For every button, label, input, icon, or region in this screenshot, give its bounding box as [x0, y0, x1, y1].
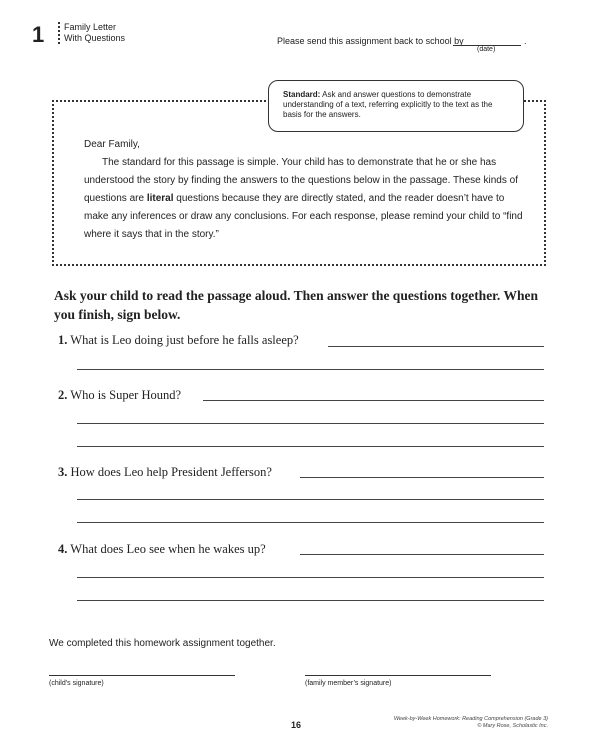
family-signature-field[interactable]: [305, 675, 491, 676]
credit-line-1: Week-by-Week Homework: Reading Comprehension (Grade 3): [393, 716, 548, 722]
question-text: Who is Super Hound?: [70, 388, 182, 402]
question-text: How does Leo help President Jefferson?: [70, 465, 272, 479]
question-3: [58, 465, 272, 480]
answer-line[interactable]: [300, 477, 544, 478]
child-signature-field[interactable]: [49, 675, 235, 676]
question-number: 1.: [58, 333, 68, 347]
answer-line[interactable]: [77, 369, 544, 370]
question-number: 3.: [58, 465, 68, 479]
letter-text-before: The standard for this passage is simple. Your child has to demonstrate that he or she has understood the story by finding the answers to the questions below in the passage. These kinds of questions are: [84, 157, 518, 204]
question-text: What is Leo doing just before he falls asleep?: [70, 333, 299, 347]
credit-line-2: © Mary Rose, Scholastic Inc.: [477, 723, 548, 729]
lesson-title: [64, 22, 125, 44]
answer-line[interactable]: [77, 600, 544, 601]
answer-line[interactable]: [77, 522, 544, 523]
standard-text: Ask and answer questions to demonstrate understanding of a text, referring explicitly to the text as the basis for the answers.: [283, 90, 493, 119]
date-period: .: [524, 36, 527, 46]
child-signature-label: (child’s signature): [49, 680, 104, 687]
send-back-text: Please send this assignment back to school by: [277, 36, 464, 46]
standard-callout: [268, 80, 524, 132]
completion-statement: We completed this homework assignment together.: [49, 638, 276, 649]
lesson-number: 1: [32, 22, 45, 47]
question-2: [58, 388, 181, 403]
question-number: 4.: [58, 542, 68, 556]
letter-greeting: Dear Family,: [84, 139, 140, 150]
standard-label: Standard:: [283, 90, 321, 99]
credit-line: [380, 716, 548, 730]
header-divider: [58, 22, 60, 44]
date-label: (date): [477, 46, 496, 53]
answer-line[interactable]: [77, 446, 544, 447]
question-number: 2.: [58, 388, 68, 402]
answer-line[interactable]: [203, 400, 544, 401]
question-4: [58, 542, 266, 557]
question-text: What does Leo see when he wakes up?: [70, 542, 266, 556]
page-number: 16: [291, 720, 302, 730]
answer-line[interactable]: [300, 554, 544, 555]
letter-text-after: questions because they are directly stated, and the reader doesn’t have to make any inferences or draw any conclusions. For each response, please remind your child to “find where it says that in the story.”: [84, 193, 523, 240]
letter-bold-word: literal: [146, 193, 174, 204]
lesson-title-line2: With Questions: [64, 33, 126, 43]
letter-body: [84, 154, 524, 244]
lesson-title-line1: Family Letter: [64, 22, 117, 32]
answer-line[interactable]: [77, 499, 544, 500]
answer-line[interactable]: [77, 423, 544, 424]
answer-line[interactable]: [328, 346, 544, 347]
question-1: [58, 333, 299, 348]
family-letter: [84, 136, 524, 244]
family-signature-label: (family member’s signature): [305, 680, 392, 687]
answer-line[interactable]: [77, 577, 544, 578]
instructions: Ask your child to read the passage aloud. Then answer the questions together. When you finish, sign below.: [54, 288, 538, 322]
